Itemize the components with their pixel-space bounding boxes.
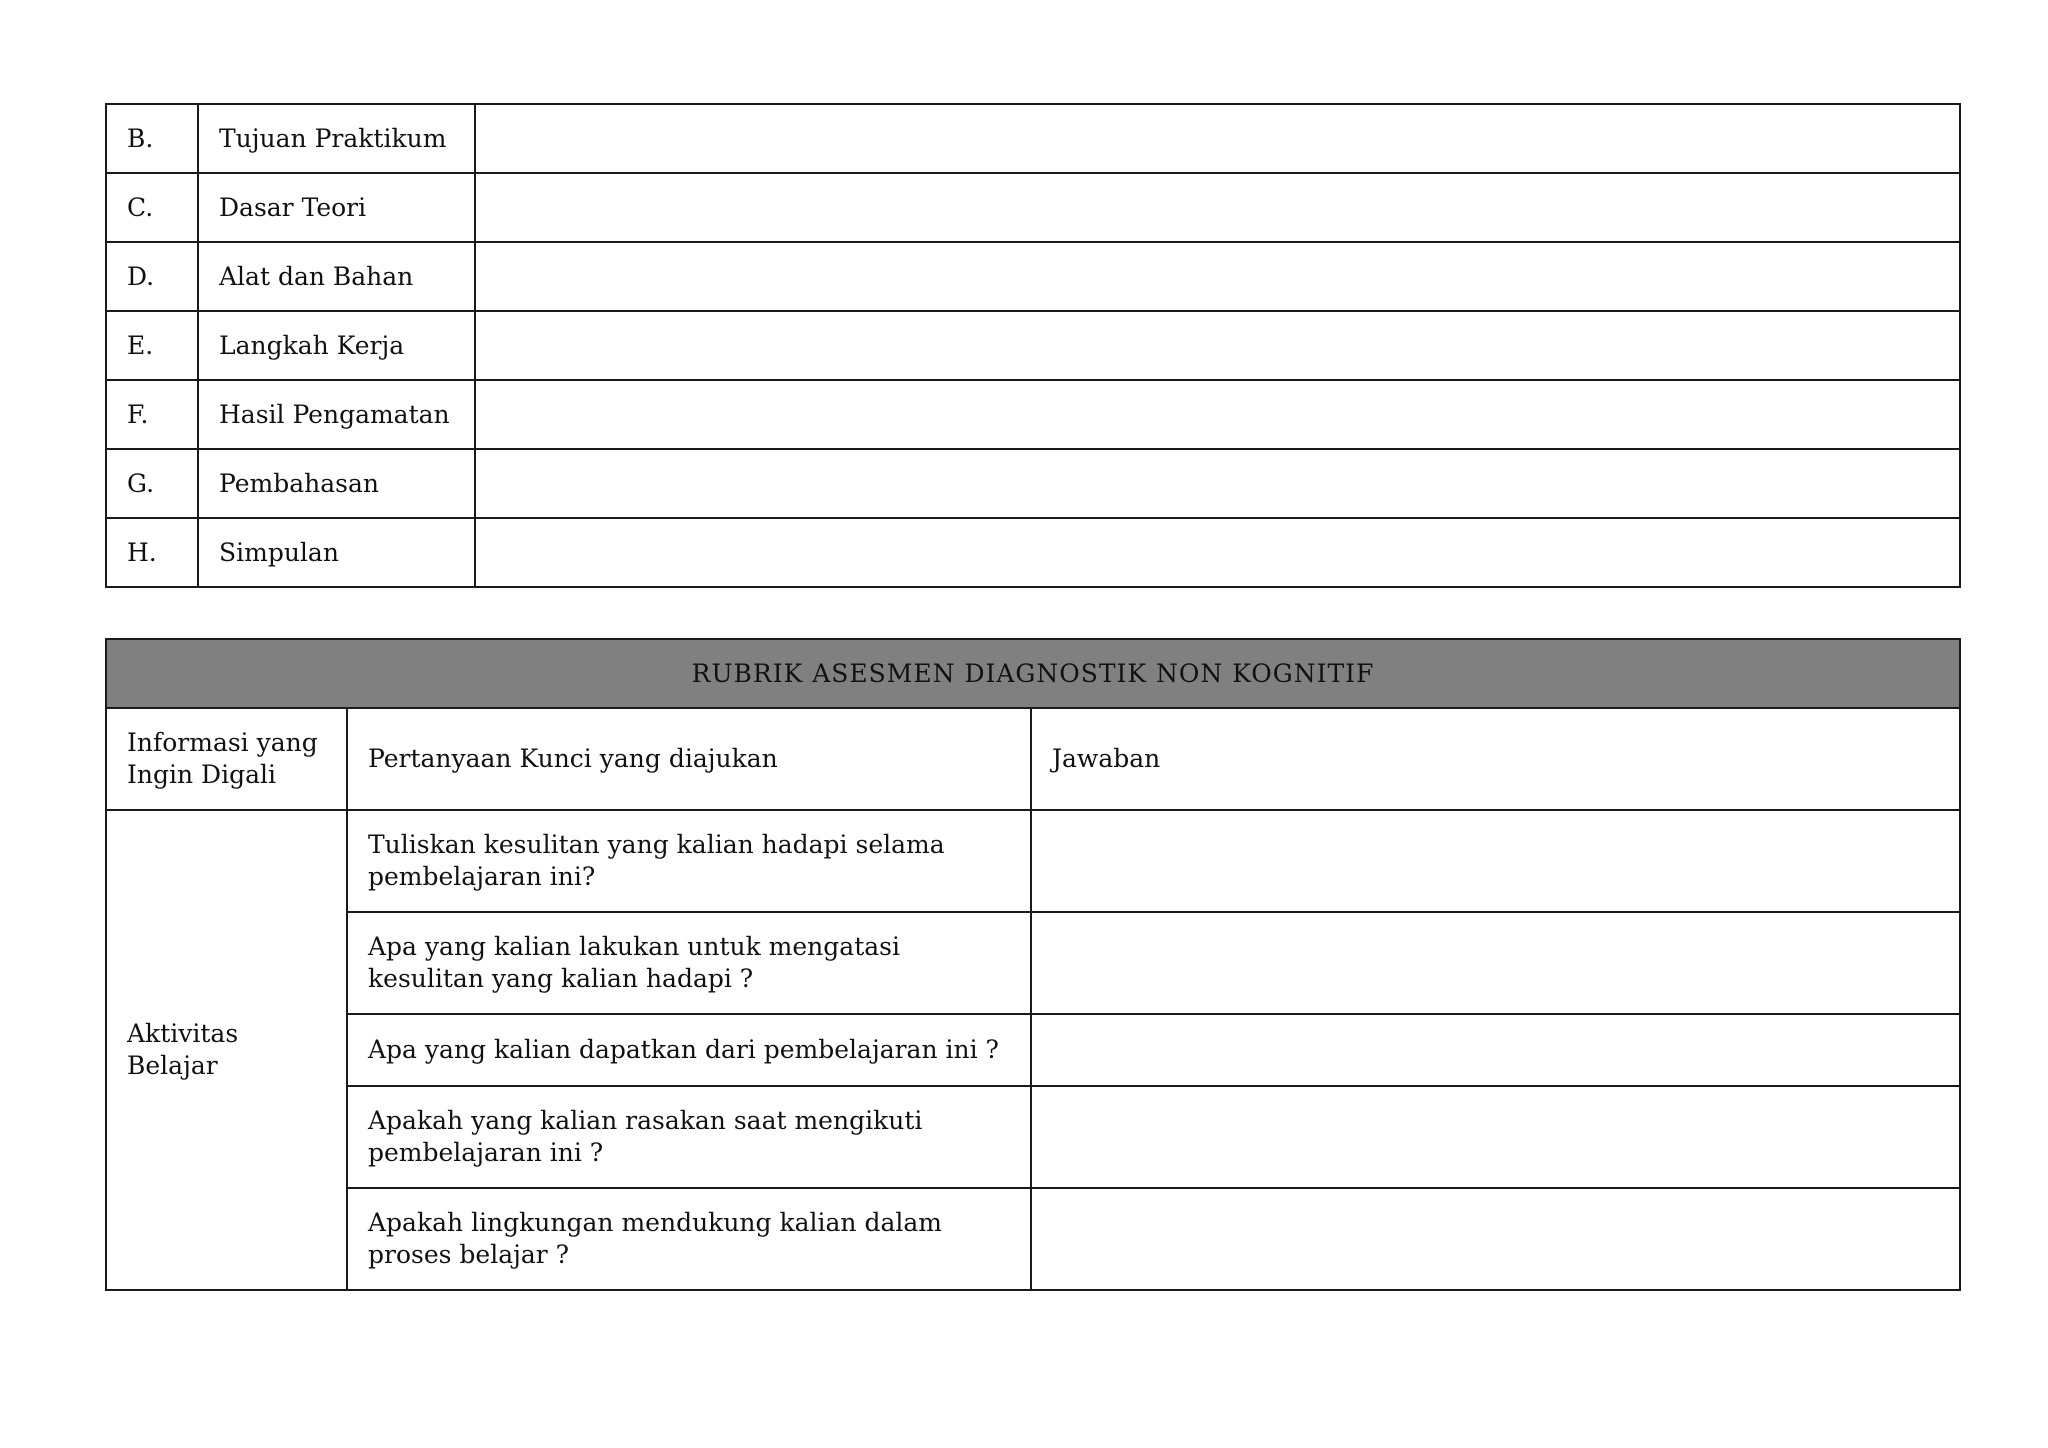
section-content-cell[interactable] [475,173,1960,242]
header-info: Informasi yang Ingin Digali [106,708,347,810]
table-row [106,912,1960,1014]
section-label: Dasar Teori [198,173,475,242]
section-content-cell[interactable] [475,518,1960,587]
section-content-cell[interactable] [475,449,1960,518]
header-question: Pertanyaan Kunci yang diajukan [347,708,1031,810]
answer-cell[interactable] [1031,810,1960,912]
answer-cell[interactable] [1031,1014,1960,1086]
rubric-header-row [106,708,1960,810]
section-letter: F. [106,380,198,449]
header-answer: Jawaban [1031,708,1960,810]
question-text: Apakah lingkungan mendukung kalian dalam proses belajar ? [347,1188,1031,1290]
section-letter: C. [106,173,198,242]
table-row [106,518,1960,587]
table-row [106,104,1960,173]
question-text: Apa yang kalian lakukan untuk mengatasi kesulitan yang kalian hadapi ? [347,912,1031,1014]
category-cell: Aktivitas Belajar [106,810,347,1290]
answer-cell[interactable] [1031,912,1960,1014]
table-row [106,380,1960,449]
section-letter: B. [106,104,198,173]
section-label: Pembahasan [198,449,475,518]
table-row [106,173,1960,242]
table-row [106,1014,1960,1086]
rubric-title: RUBRIK ASESMEN DIAGNOSTIK NON KOGNITIF [106,639,1960,708]
section-label: Simpulan [198,518,475,587]
section-letter: G. [106,449,198,518]
table-row [106,1086,1960,1188]
rubric-table [105,638,1961,1291]
table-row [106,810,1960,912]
section-letter: D. [106,242,198,311]
rubric-title-row [106,639,1960,708]
section-label: Tujuan Praktikum [198,104,475,173]
practicum-report-table [105,103,1961,588]
section-content-cell[interactable] [475,311,1960,380]
table-row [106,242,1960,311]
section-content-cell[interactable] [475,242,1960,311]
section-letter: H. [106,518,198,587]
section-content-cell[interactable] [475,104,1960,173]
section-label: Hasil Pengamatan [198,380,475,449]
question-text: Apa yang kalian dapatkan dari pembelajaran ini ? [347,1014,1031,1086]
section-label: Langkah Kerja [198,311,475,380]
answer-cell[interactable] [1031,1188,1960,1290]
question-text: Tuliskan kesulitan yang kalian hadapi selama pembelajaran ini? [347,810,1031,912]
table-row [106,1188,1960,1290]
question-text: Apakah yang kalian rasakan saat mengikuti pembelajaran ini ? [347,1086,1031,1188]
section-letter: E. [106,311,198,380]
section-label: Alat dan Bahan [198,242,475,311]
answer-cell[interactable] [1031,1086,1960,1188]
table-row [106,449,1960,518]
section-content-cell[interactable] [475,380,1960,449]
table-row [106,311,1960,380]
